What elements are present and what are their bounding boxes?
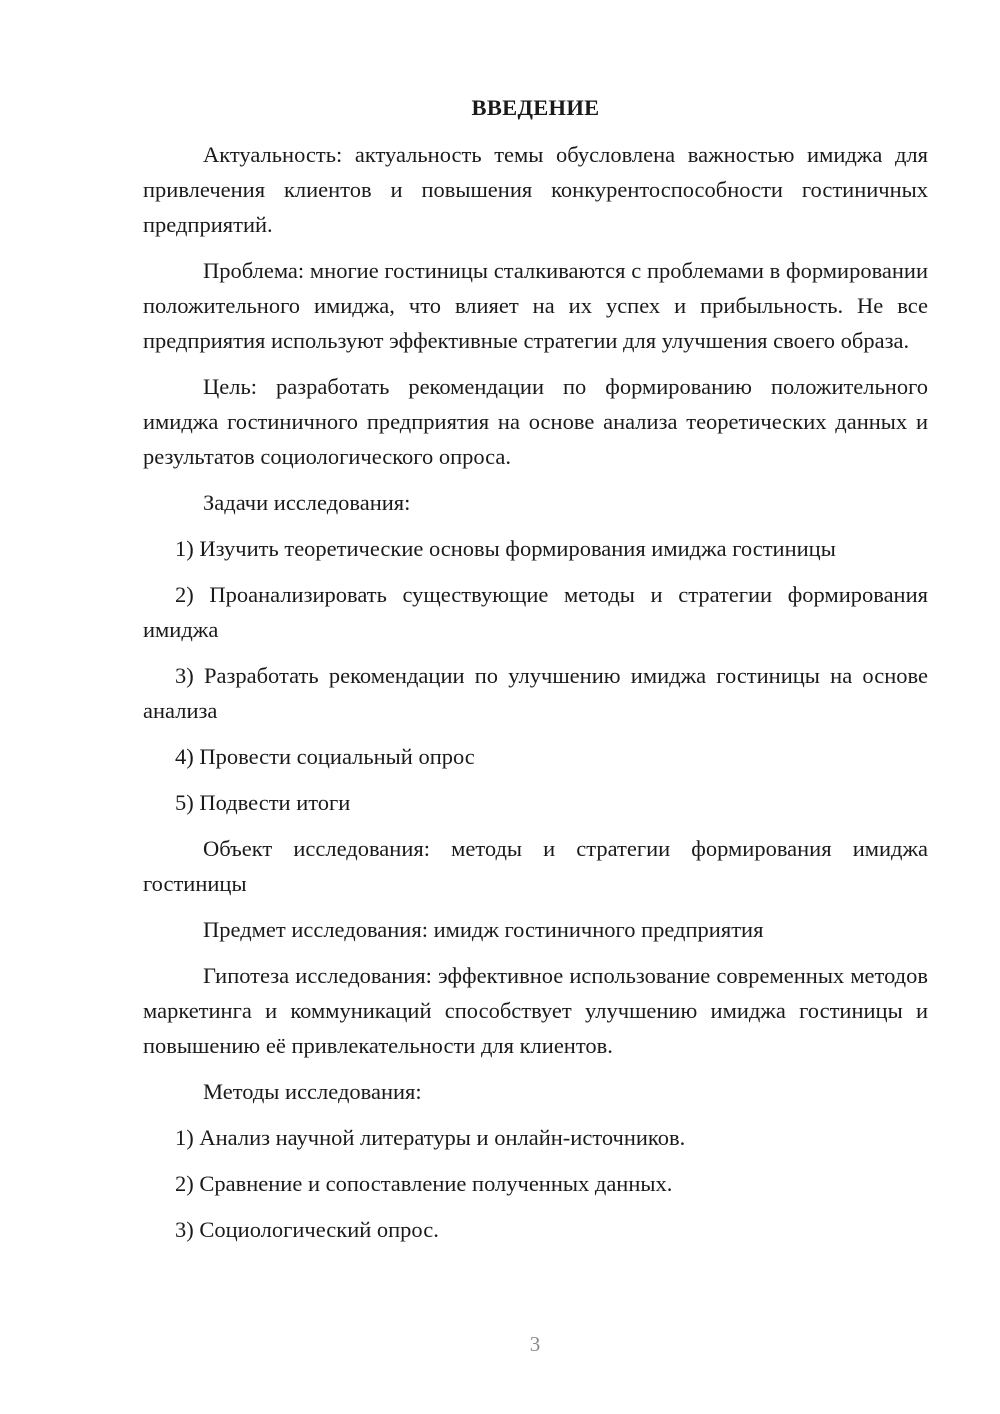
task-item: 3) Разработать рекомендации по улучшению имиджа гостиницы на основе анализа	[143, 663, 928, 723]
tasks-heading: Задачи исследования:	[203, 490, 411, 515]
paragraph-goal: Цель: разработать рекомендации по формированию положительного имиджа гостиничного предприятия на основе анализа теоретических данных и результатов социологического опроса.	[143, 374, 928, 469]
paragraph-object: Объект исследования: методы и стратегии формирования имиджа гостиницы	[143, 836, 928, 896]
method-item: 1) Анализ научной литературы и онлайн-источников.	[175, 1125, 686, 1150]
paragraph-hypothesis: Гипотеза исследования: эффективное использование современных методов маркетинга и коммуникаций способствует улучшению имиджа гостиницы и повышению её привлекательности для клиентов.	[143, 963, 928, 1058]
task-item: 4) Провести социальный опрос	[175, 744, 475, 769]
task-item: 1) Изучить теоретические основы формирования имиджа гостиницы	[175, 536, 836, 561]
methods-heading: Методы исследования:	[203, 1079, 422, 1104]
section-title: ВВЕДЕНИЕ	[471, 95, 600, 120]
page-number: 3	[529, 1332, 541, 1356]
method-item: 3) Социологический опрос.	[175, 1217, 439, 1242]
task-item: 5) Подвести итоги	[175, 790, 351, 815]
paragraph-relevance: Актуальность: актуальность темы обусловлена важностью имиджа для привлечения клиентов и повышения конкурентоспособности гостиничных предприятий.	[143, 142, 928, 237]
paragraph-problem: Проблема: многие гостиницы сталкиваются с проблемами в формировании положительного имиджа, что влияет на их успех и прибыльность. Не все предприятия используют эффективные стратегии для улучшения своего образа.	[143, 258, 928, 353]
page-content	[143, 90, 928, 1247]
method-item: 2) Сравнение и сопоставление полученных данных.	[175, 1171, 673, 1196]
paragraph-subject: Предмет исследования: имидж гостиничного предприятия	[203, 917, 764, 942]
task-item: 2) Проанализировать существующие методы и стратегии формирования имиджа	[143, 582, 928, 642]
